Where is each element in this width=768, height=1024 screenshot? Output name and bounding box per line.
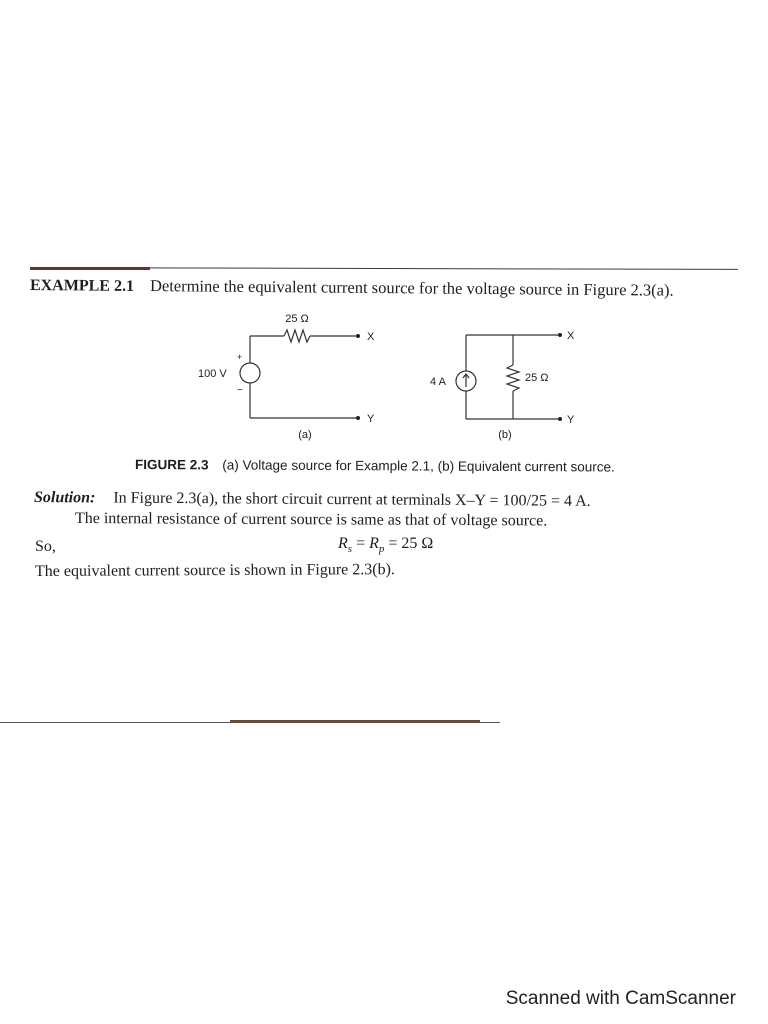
scanner-watermark: Scanned with CamScanner (505, 988, 736, 1009)
resistor-b (507, 365, 519, 391)
terminal-a-x-label: X (367, 331, 375, 343)
terminal-b-x-label: X (567, 330, 575, 342)
rs-symbol: R (338, 535, 348, 552)
example-heading (30, 275, 674, 301)
formula-eq2: = 25 Ω (384, 535, 434, 552)
voltage-source-a (240, 363, 260, 383)
terminal-a-y-label: Y (367, 413, 375, 425)
solution-conclusion: The equivalent current source is shown in Figure 2.3(b). (34, 561, 395, 580)
minus-sign: − (237, 385, 243, 396)
terminal-b-y-label: Y (567, 414, 575, 426)
terminal-b-x-dot (558, 333, 562, 337)
formula-eq1: = (352, 535, 370, 552)
solution-line-1 (34, 489, 591, 511)
rs-subscript: s (347, 543, 353, 556)
rp-symbol: R (369, 535, 379, 552)
resistor-a-label: 25 Ω (285, 313, 309, 325)
solution-text-1: In Figure 2.3(a), the short circuit current at terminals X–Y = 100/25 = 4 A. (113, 489, 591, 510)
example-label: EXAMPLE 2.1 (29, 277, 135, 295)
resistor-a (284, 330, 310, 342)
terminal-a-x-dot (356, 334, 360, 338)
circuit-a-sublabel: (a) (298, 429, 312, 441)
resistor-b-label: 25 Ω (525, 372, 549, 384)
circuit-a (240, 330, 358, 418)
resistance-formula (338, 535, 433, 555)
caption-label: FIGURE 2.3 (134, 457, 209, 473)
solution-line-2: The internal resistance of current source is same as that of voltage source. (74, 510, 548, 530)
top-rule-accent (30, 267, 150, 270)
voltage-source-a-label: 100 V (198, 368, 227, 380)
circuit-b-sublabel: (b) (498, 429, 512, 441)
figure-circuits (0, 300, 768, 450)
plus-sign: + (237, 352, 243, 362)
solution-label: Solution: (33, 489, 96, 507)
rp-subscript: p (378, 543, 385, 556)
figure-caption (135, 457, 615, 475)
bottom-rule-accent (230, 720, 480, 723)
terminal-b-y-dot (558, 417, 562, 421)
so-label: So, (35, 538, 56, 555)
caption-text: (a) Voltage source for Example 2.1, (b) Equivalent current source. (222, 457, 615, 475)
current-source-b-label: 4 A (430, 376, 446, 388)
terminal-a-y-dot (356, 416, 360, 420)
example-text: Determine the equivalent current source for the voltage source in Figure 2.3(a). (149, 276, 674, 300)
